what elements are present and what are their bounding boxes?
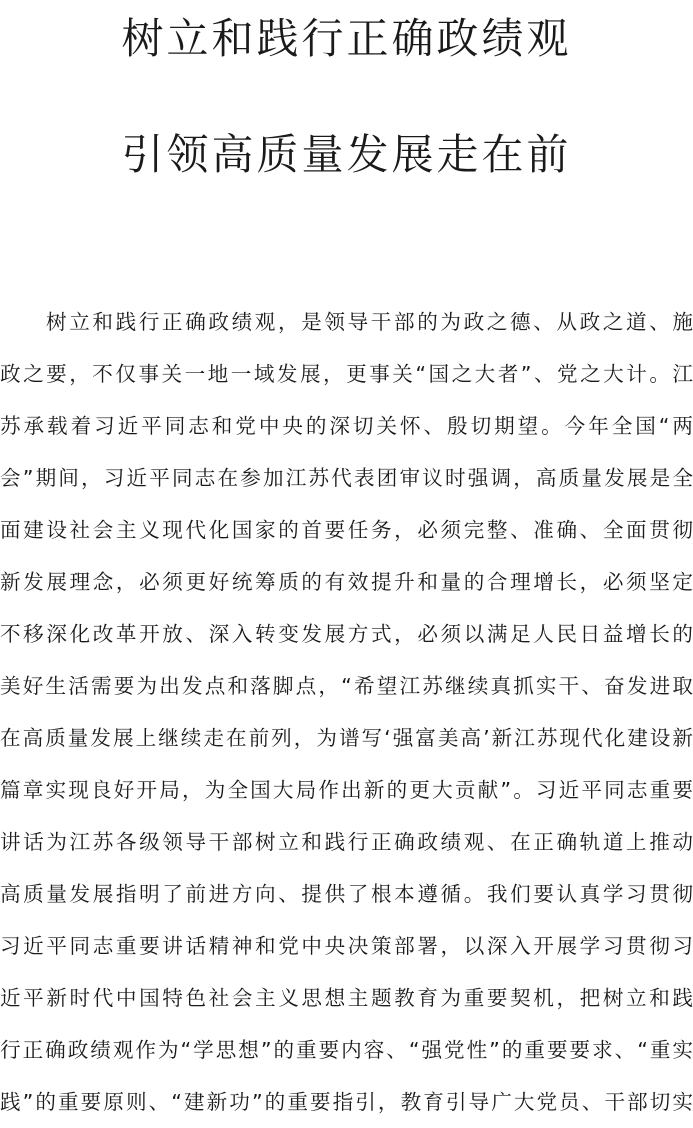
- body-line: 苏承载着习近平同志和党中央的深切关怀、殷切期望。今年全国“两: [0, 414, 693, 438]
- document-body: [0, 296, 693, 1128]
- body-line: 面建设社会主义现代化国家的首要任务，必须完整、准确、全面贯彻: [0, 518, 693, 542]
- body-line: 新发展理念，必须更好统筹质的有效提升和量的合理增长，必须坚定: [0, 570, 693, 594]
- body-line: 会”期间，习近平同志在参加江苏代表团审议时强调，高质量发展是全: [0, 466, 693, 490]
- document-title-line-1: 树立和践行正确政绩观: [121, 14, 572, 63]
- body-line: 习近平同志重要讲话精神和党中央决策部署，以深入开展学习贯彻习: [0, 934, 693, 958]
- body-line: 近平新时代中国特色社会主义思想主题教育为重要契机，把树立和践: [0, 986, 693, 1010]
- body-line: 篇章实现良好开局，为全国大局作出新的更大贡献”。习近平同志重要: [0, 778, 693, 802]
- body-line: 美好生活需要为出发点和落脚点，“希望江苏继续真抓实干、奋发进取: [0, 674, 693, 698]
- document-title-line-2: 引领高质量发展走在前: [121, 130, 572, 179]
- body-line: 树立和践行正确政绩观，是领导干部的为政之德、从政之道、施: [46, 310, 693, 334]
- body-line: 政之要，不仅事关一地一域发展，更事关“国之大者”、党之大计。江: [0, 362, 693, 386]
- body-line: 高质量发展指明了前进方向、提供了根本遵循。我们要认真学习贯彻: [0, 882, 693, 906]
- body-line: 在高质量发展上继续走在前列，为谱写‘强富美高’新江苏现代化建设新: [0, 726, 693, 750]
- body-line: 讲话为江苏各级领导干部树立和践行正确政绩观、在正确轨道上推动: [0, 830, 693, 854]
- body-line: 行正确政绩观作为“学思想”的重要内容、“强党性”的重要要求、“重实: [0, 1038, 693, 1062]
- body-line: 践”的重要原则、“建新功”的重要指引，教育引导广大党员、干部切实: [0, 1090, 693, 1114]
- body-line: 不移深化改革开放、深入转变发展方式，必须以满足人民日益增长的: [0, 622, 693, 646]
